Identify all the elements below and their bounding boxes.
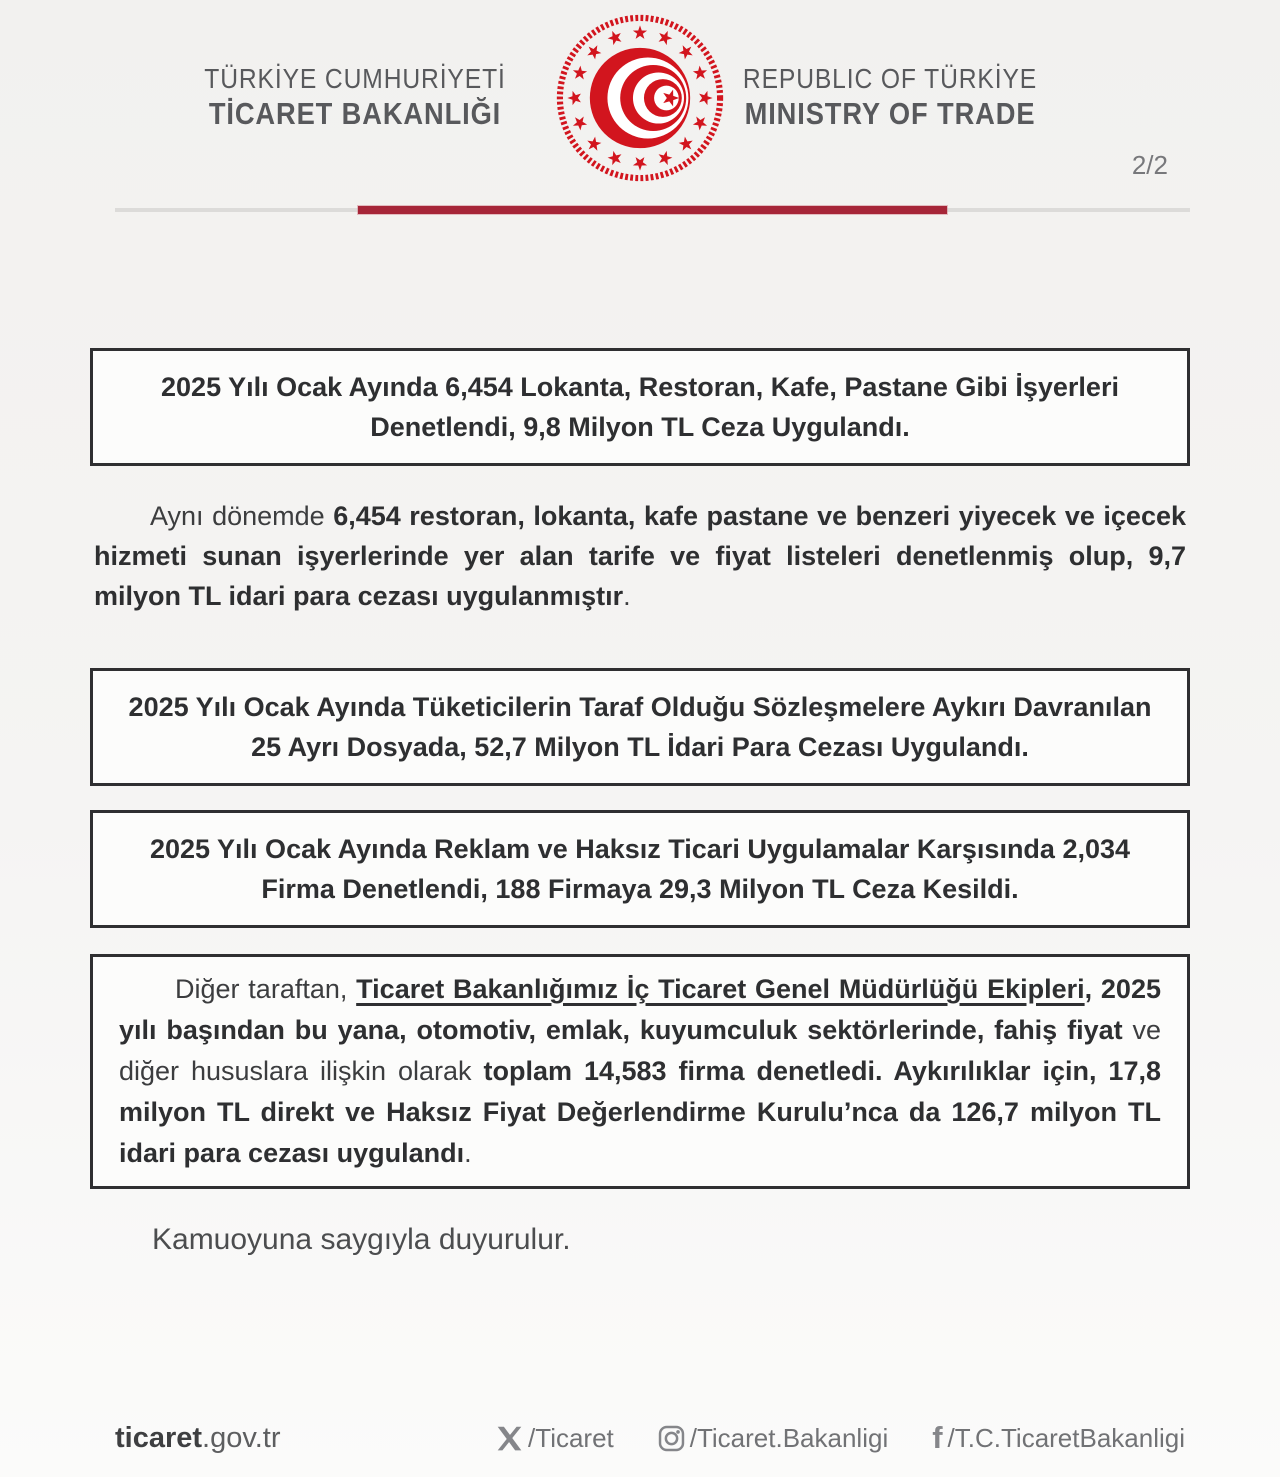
social-links [496,1420,1185,1455]
org-right-line1: REPUBLIC OF TÜRKİYE [742,63,1038,94]
ministry-of-trade-emblem-icon [552,10,728,186]
document-body [0,348,1280,1257]
paragraph-2: Diğer taraftan, Ticaret Bakanlığımız İç Ticaret Genel Müdürlüğü Ekipleri, 2025 yılı başından bu yana, otomotiv, emlak, kuyumculuk sektörlerinde, fahiş fiyat ve diğer hususlara ilişkin olarak toplam 14,583 firma denetledi. Aykırılıklar için, 17,8 milyon TL direkt ve Haksız Fiyat Değerlendirme Kurulu’nca da 126,7 milyon TL idari para cezası uygulandı. [119,974,1161,1168]
org-right-line2: MINISTRY OF TRADE [744,96,1036,131]
header [0,0,1280,190]
social-instagram [658,1423,888,1454]
page-indicator: 2/2 [1131,150,1168,180]
social-facebook [932,1420,1185,1455]
progress-fill [358,206,947,214]
website-url-bold: ticaret [115,1422,203,1454]
facebook-icon: f [932,1420,943,1455]
website-url [115,1422,280,1455]
boxed-paragraph [90,954,1190,1189]
ministry-name-english [705,62,1075,132]
website-url-rest: .gov.tr [202,1422,281,1454]
social-facebook-handle: /T.C.TicaretBakanligi [947,1423,1185,1453]
org-left-line1: TÜRKİYE CUMHURİYETİ [204,63,506,94]
instagram-icon [658,1425,685,1452]
x-icon [496,1425,523,1452]
headline-box-3: 2025 Yılı Ocak Ayında Reklam ve Haksız Ticari Uygulamalar Karşısında 2,034 Firma Denetlendi, 188 Firmaya 29,3 Milyon TL Ceza Kesildi. [90,810,1190,928]
progress-area [0,150,1280,216]
ministry-name-turkish [170,62,540,132]
social-instagram-handle: /Ticaret.Bakanligi [689,1423,889,1453]
social-x-handle: /Ticaret [528,1423,614,1453]
headline-box-2: 2025 Yılı Ocak Ayında Tüketicilerin Taraf Olduğu Sözleşmelere Aykırı Davranılan 25 Ayrı Dosyada, 52,7 Milyon TL İdari Para Cezası Uygulandı. [90,668,1190,786]
org-left-line2: TİCARET BAKANLIĞI [208,96,502,131]
headline-box-1: 2025 Yılı Ocak Ayında 6,454 Lokanta, Restoran, Kafe, Pastane Gibi İşyerleri Denetlendi, 9,8 Milyon TL Ceza Uygulandı. [90,348,1190,466]
paragraph-1: Aynı dönemde 6,454 restoran, lokanta, kafe pastane ve benzeri yiyecek ve içecek hizmeti sunan işyerlerinde yer alan tarife ve fiyat listeleri denetlenmiş olup, 9,7 milyon TL idari para cezası uygulanmıştır. [94,501,1186,611]
footer [0,1422,1280,1455]
closing-statement: Kamuoyuna saygıyla duyurulur. [152,1223,571,1256]
social-x [496,1423,614,1454]
